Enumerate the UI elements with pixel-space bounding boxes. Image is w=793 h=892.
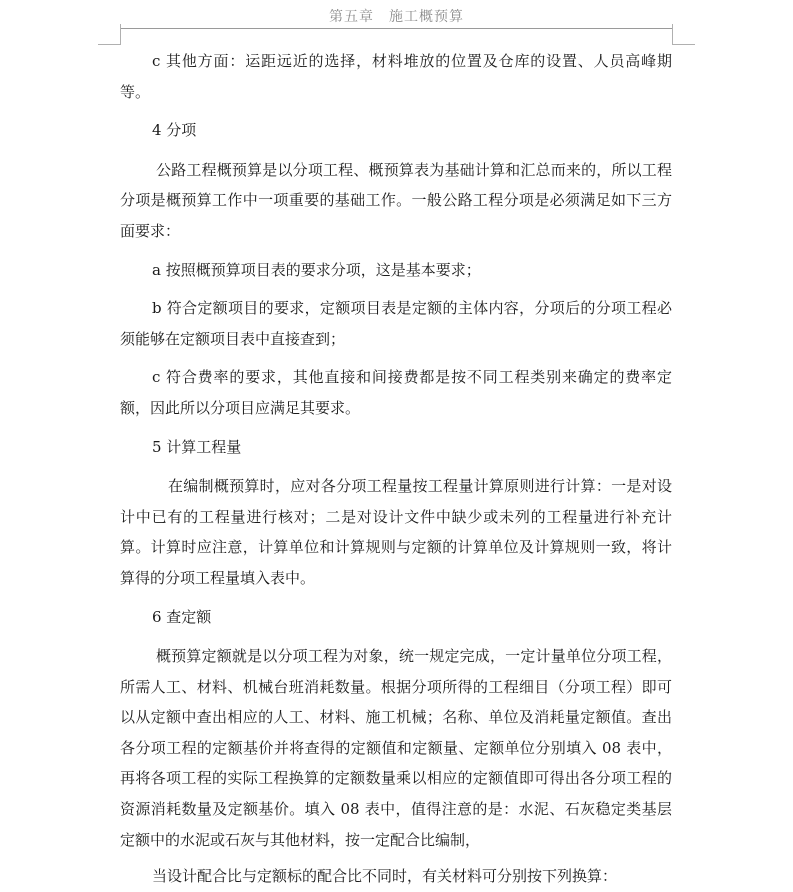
margin-corner-mark-left xyxy=(98,24,121,45)
section-heading-4: 4 分项 xyxy=(152,121,197,140)
paragraph-mix-conversion: 当设计配合比与定额标的配合比不同时，有关材料可分别按下列换算： xyxy=(152,867,618,886)
paragraph-subdivision: 公路工程概预算是以分项工程、概预算表为基础计算和汇总而来的，所以工程分项是概预算工作中一项重要的基础工作。一般公路工程分项是必须满足如下三方面要求： xyxy=(120,160,672,240)
paragraph-quantity-calculation: 在编制概预算时，应对各分项工程量按工程量计算原则进行计算：一是对设计中已有的工程量进行核对；二是对设计文件中缺少或未列的工程量进行补充计算。计算时应注意，计算单位和计算规则与定额的计算单位及计算规则一致，将计算得的分项工程量填入表中。 xyxy=(120,477,672,587)
margin-corner-mark-right xyxy=(672,24,695,45)
running-header-title: 第五章 施工概预算 xyxy=(329,9,464,25)
paragraph-norm-lookup: 概预算定额就是以分项工程为对象，统一规定完成，一定计量单位分项工程，所需人工、材料、机械台班消耗数量。根据分项所得的工程细目（分项工程）即可以从定额中查出相应的人工、材料、施工机械；名称、单位及消耗量定额值。查出各分项工程的定额基价并将查得的定额值和定额量、定额单位分别填入 08 表中，再将各项工程的实际工程换算的定额数量乘以相应的定额值即可得出各分项工程的资源消耗数量及定额基价。填入 08 表中，值得注意的是：水泥、石灰稳定类基层定额中的水泥或石灰与其他材料，按一定配合比编制， xyxy=(120,647,672,849)
section-heading-6: 6 查定额 xyxy=(152,607,212,626)
paragraph-item-b: b 符合定额项目的要求，定额项目表是定额的主体内容，分项后的分项工程必须能够在定额项目表中直接查到； xyxy=(120,299,672,348)
section-heading-5: 5 计算工程量 xyxy=(152,437,242,456)
paragraph-item-a: a 按照概预算项目表的要求分项，这是基本要求； xyxy=(152,260,481,279)
header-rule xyxy=(120,28,672,29)
paragraph-other-aspects: c 其他方面：运距远近的选择，材料堆放的位置及仓库的设置、人员高峰期等。 xyxy=(120,52,672,101)
document-body xyxy=(120,46,672,892)
paragraph-item-c: c 符合费率的要求，其他直接和间接费都是按不同工程类别来确定的费率定额，因此所以分项目应满足其要求。 xyxy=(120,368,672,417)
